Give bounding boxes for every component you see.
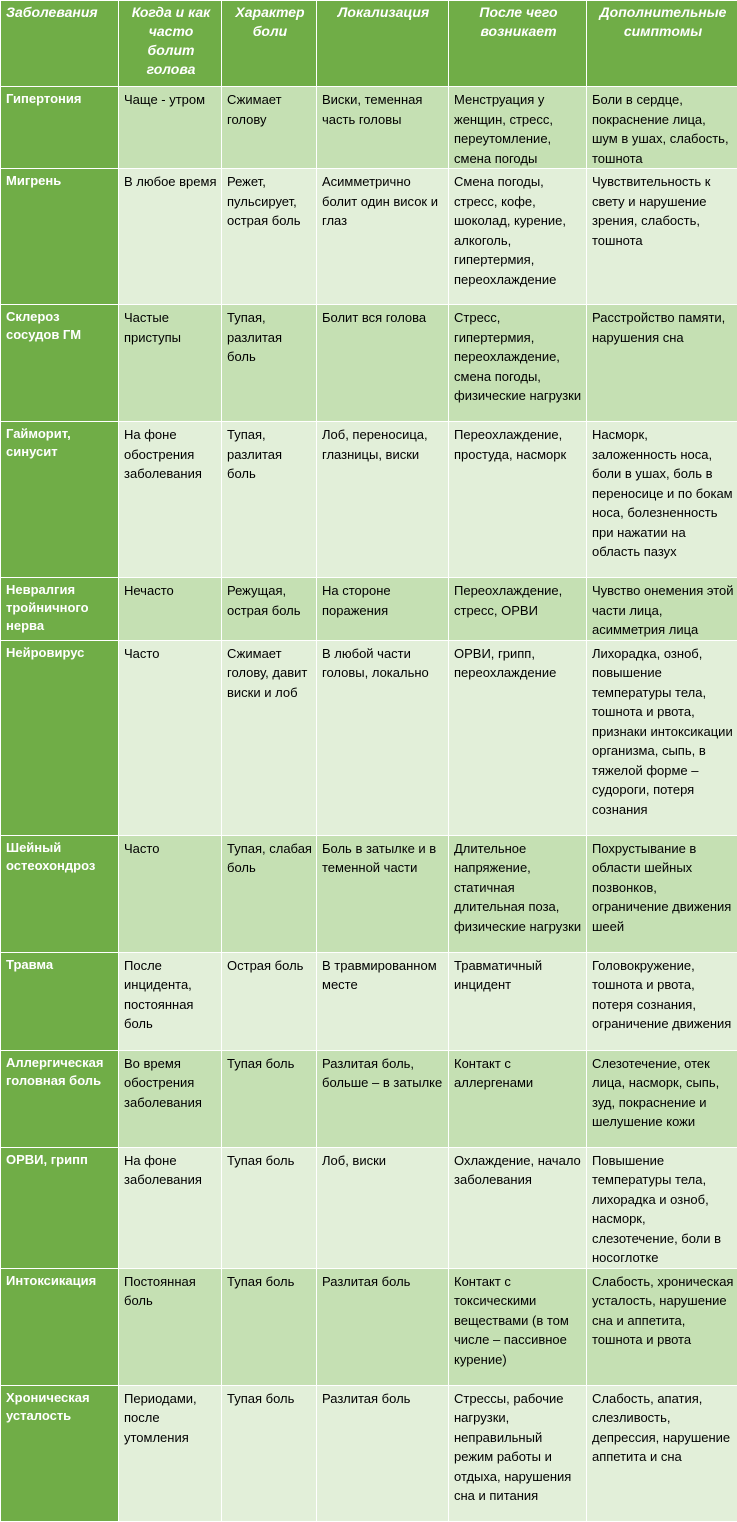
disease-cell: Травма xyxy=(1,952,119,1050)
trigger-cell: Смена погоды, стресс, кофе, шоколад, курение, алкоголь, гипертермия, переохлаждение xyxy=(449,169,587,305)
disease-cell: Невралгия тройничного нерва xyxy=(1,578,119,641)
character-cell: Тупая, разлитая боль xyxy=(222,305,317,422)
trigger-cell: Охлаждение, начало заболевания xyxy=(449,1147,587,1268)
table-row xyxy=(1,169,737,305)
character-cell: Острая боль xyxy=(222,952,317,1050)
trigger-cell: Травматичный инцидент xyxy=(449,952,587,1050)
location-cell: Боль в затылке и в теменной части xyxy=(317,835,449,952)
character-cell: Тупая боль xyxy=(222,1050,317,1147)
disease-cell: Шейный остеохондроз xyxy=(1,835,119,952)
symptoms-cell: Насморк, заложенность носа, боли в ушах, боль в переносице и по бокам носа, болезненность при нажатии на область пазух xyxy=(587,422,737,578)
trigger-cell: Контакт с аллергенами xyxy=(449,1050,587,1147)
trigger-cell: Менструация у женщин, стресс, переутомление, смена погоды xyxy=(449,87,587,169)
symptoms-cell: Чувствительность к свету и нарушение зрения, слабость, тошнота xyxy=(587,169,737,305)
trigger-cell: Переохлаждение, простуда, насморк xyxy=(449,422,587,578)
trigger-cell: ОРВИ, грипп, переохлаждение xyxy=(449,640,587,835)
symptoms-cell: Похрустывание в области шейных позвонков, ограничение движения шеей xyxy=(587,835,737,952)
character-cell: Тупая боль xyxy=(222,1147,317,1268)
location-cell: Асимметрично болит один висок и глаз xyxy=(317,169,449,305)
when-cell: Чаще - утром xyxy=(119,87,222,169)
disease-cell: Хроническая усталость xyxy=(1,1385,119,1521)
symptoms-cell: Слезотечение, отек лица, насморк, сыпь, зуд, покраснение и шелушение кожи xyxy=(587,1050,737,1147)
symptoms-cell: Лихорадка, озноб, повышение температуры тела, тошнота и рвота, признаки интоксикации организма, сыпь, в тяжелой форме – судороги, потеря сознания xyxy=(587,640,737,835)
when-cell: После инцидента, постоянная боль xyxy=(119,952,222,1050)
location-cell: Виски, теменная часть головы xyxy=(317,87,449,169)
table-row xyxy=(1,835,737,952)
table-row xyxy=(1,422,737,578)
when-cell: Часто xyxy=(119,835,222,952)
when-cell: Нечасто xyxy=(119,578,222,641)
symptoms-cell: Повышение температуры тела, лихорадка и озноб, насморк, слезотечение, боли в носоглотке xyxy=(587,1147,737,1268)
character-cell: Тупая боль xyxy=(222,1268,317,1385)
table-row xyxy=(1,1268,737,1385)
symptoms-cell: Головокружение, тошнота и рвота, потеря сознания, ограничение движения xyxy=(587,952,737,1050)
header-trigger: После чего возникает xyxy=(449,1,587,87)
table-row xyxy=(1,952,737,1050)
character-cell: Сжимает голову xyxy=(222,87,317,169)
location-cell: Разлитая боль xyxy=(317,1268,449,1385)
trigger-cell: Контакт с токсическими веществами (в том числе – пассивное курение) xyxy=(449,1268,587,1385)
trigger-cell: Стресс, гипертермия, переохлаждение, смена погоды, физические нагрузки xyxy=(449,305,587,422)
when-cell: Во время обострения заболевания xyxy=(119,1050,222,1147)
trigger-cell: Длительное напряжение, статичная длительная поза, физические нагрузки xyxy=(449,835,587,952)
symptoms-cell: Слабость, хроническая усталость, нарушение сна и аппетита, тошнота и рвота xyxy=(587,1268,737,1385)
when-cell: Часто xyxy=(119,640,222,835)
character-cell: Тупая, слабая боль xyxy=(222,835,317,952)
header-disease: Заболевания xyxy=(1,1,119,87)
disease-cell: Нейровирус xyxy=(1,640,119,835)
table-row xyxy=(1,305,737,422)
table-row xyxy=(1,640,737,835)
when-cell: Частые приступы xyxy=(119,305,222,422)
disease-cell: Склероз сосудов ГМ xyxy=(1,305,119,422)
disease-cell: Гипертония xyxy=(1,87,119,169)
disease-cell: Интоксикация xyxy=(1,1268,119,1385)
when-cell: В любое время xyxy=(119,169,222,305)
when-cell: Постоянная боль xyxy=(119,1268,222,1385)
character-cell: Тупая боль xyxy=(222,1385,317,1521)
symptoms-cell: Расстройство памяти, нарушения сна xyxy=(587,305,737,422)
table-row xyxy=(1,1385,737,1521)
location-cell: Болит вся голова xyxy=(317,305,449,422)
symptoms-cell: Боли в сердце, покраснение лица, шум в ушах, слабость, тошнота xyxy=(587,87,737,169)
table-row xyxy=(1,1147,737,1268)
trigger-cell: Стрессы, рабочие нагрузки, неправильный режим работы и отдыха, нарушения сна и питания xyxy=(449,1385,587,1521)
symptoms-cell: Чувство онемения этой части лица, асимметрия лица xyxy=(587,578,737,641)
character-cell: Режущая, острая боль xyxy=(222,578,317,641)
location-cell: Лоб, переносица, глазницы, виски xyxy=(317,422,449,578)
location-cell: В травмированном месте xyxy=(317,952,449,1050)
table-row xyxy=(1,578,737,641)
location-cell: Разлитая боль xyxy=(317,1385,449,1521)
trigger-cell: Переохлаждение, стресс, ОРВИ xyxy=(449,578,587,641)
when-cell: На фоне обострения заболевания xyxy=(119,422,222,578)
character-cell: Режет, пульсирует, острая боль xyxy=(222,169,317,305)
table-row xyxy=(1,1050,737,1147)
location-cell: Лоб, виски xyxy=(317,1147,449,1268)
character-cell: Сжимает голову, давит виски и лоб xyxy=(222,640,317,835)
when-cell: Периодами, после утомления xyxy=(119,1385,222,1521)
when-cell: На фоне заболевания xyxy=(119,1147,222,1268)
disease-cell: ОРВИ, грипп xyxy=(1,1147,119,1268)
disease-cell: Гайморит, синусит xyxy=(1,422,119,578)
character-cell: Тупая, разлитая боль xyxy=(222,422,317,578)
location-cell: В любой части головы, локально xyxy=(317,640,449,835)
symptoms-cell: Слабость, апатия, слезливость, депрессия, нарушение аппетита и сна xyxy=(587,1385,737,1521)
disease-cell: Аллергическая головная боль xyxy=(1,1050,119,1147)
header-row xyxy=(1,1,737,87)
disease-cell: Мигрень xyxy=(1,169,119,305)
header-symptoms: Дополнительные симптомы xyxy=(587,1,737,87)
location-cell: На стороне поражения xyxy=(317,578,449,641)
header-when: Когда и как часто болит голова xyxy=(119,1,222,87)
header-character: Характер боли xyxy=(222,1,317,87)
table-row xyxy=(1,87,737,169)
header-location: Локализация xyxy=(317,1,449,87)
location-cell: Разлитая боль, больше – в затылке xyxy=(317,1050,449,1147)
